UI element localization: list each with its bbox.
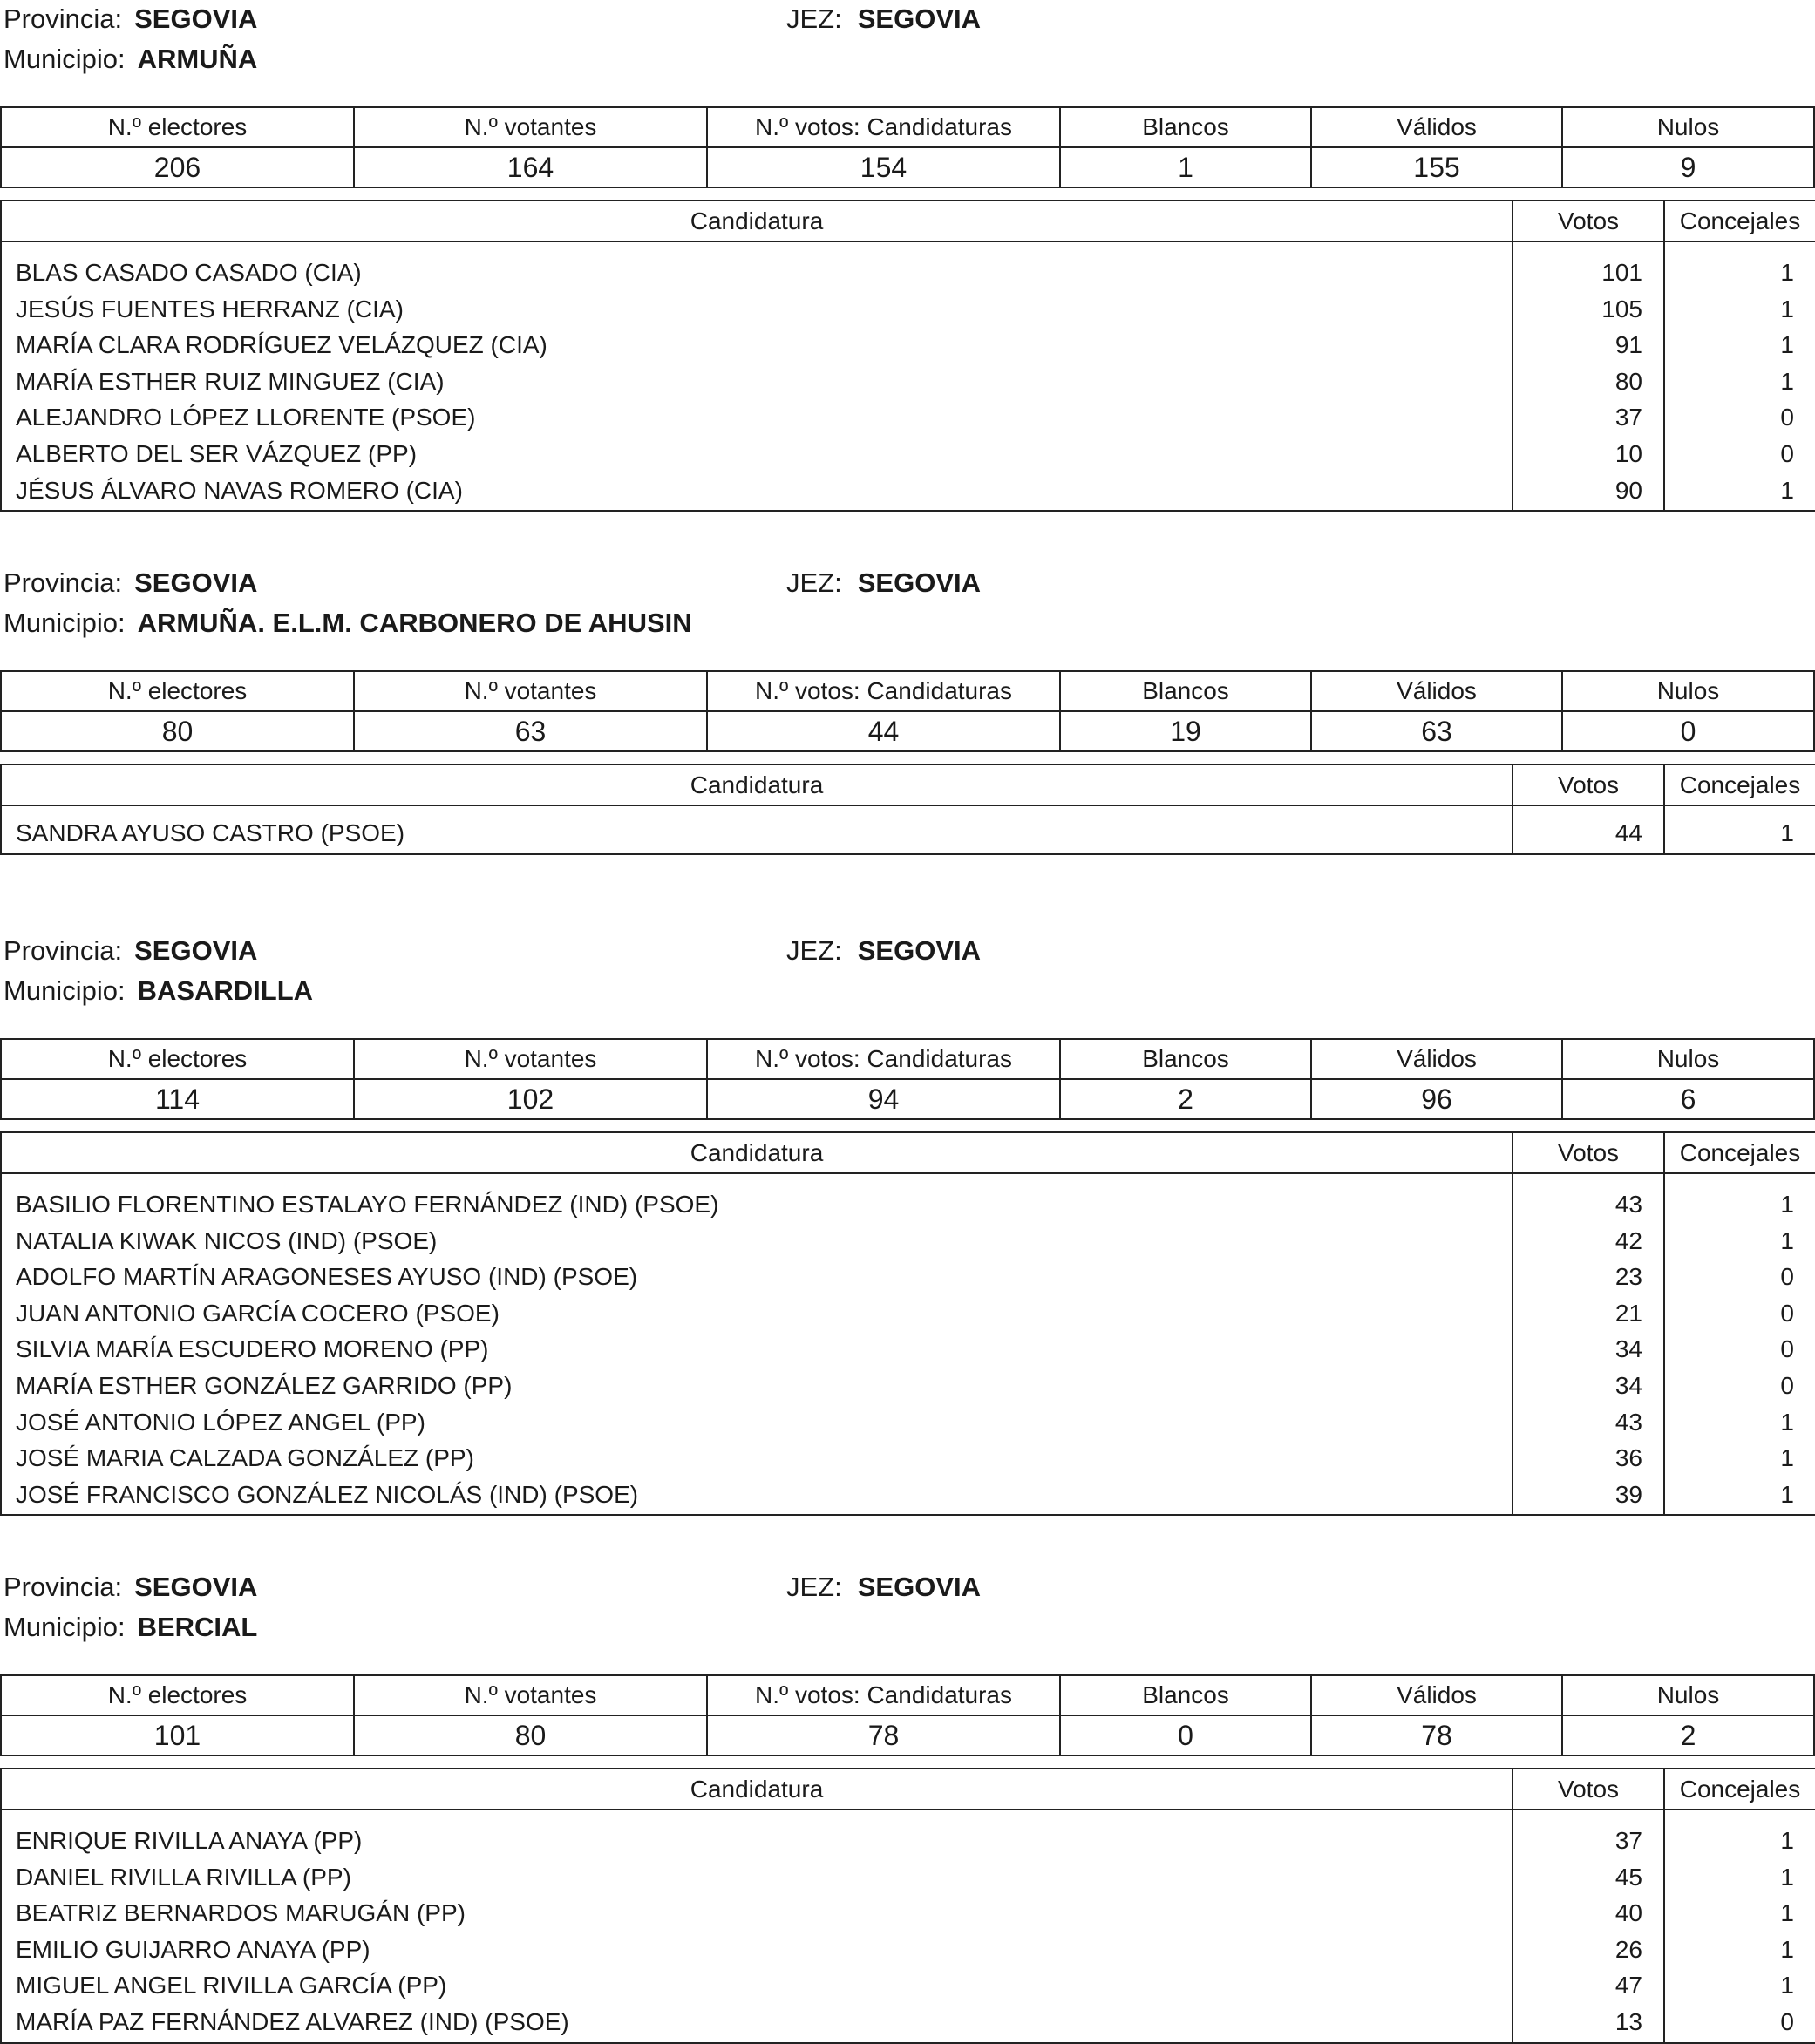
stats-header-electores: N.º electores [1,1675,354,1715]
candidate-name: ALBERTO DEL SER VÁZQUEZ (PP) [16,439,418,467]
candidate-votes: 91 [1614,331,1642,359]
stats-value-votos-candidaturas: 154 [707,147,1060,187]
jez-value: SEGOVIA [857,935,981,966]
stats-header-row [1,107,1814,147]
candidatura-header: Candidatura [1,1769,1512,1810]
stats-header-votos-candidaturas: N.º votos: Candidaturas [707,671,1060,711]
stats-header-blancos: Blancos [1060,107,1311,147]
candidates-body-row [1,1173,1815,1515]
concejales-header: Concejales [1664,1132,1815,1173]
candidates-header-row [1,1769,1815,1810]
candidate-votes: 39 [1614,1480,1642,1508]
candidate-concejales: 0 [1780,2007,1794,2035]
candidate-names-cell [1,805,1512,854]
provincia-label: Provincia: [3,567,123,598]
candidate-votes: 34 [1614,1335,1642,1363]
municipio-value: ARMUÑA [137,44,258,74]
candidate-name: JOSÉ ANTONIO LÓPEZ ANGEL (PP) [16,1408,425,1436]
stats-value-nulos: 6 [1562,1079,1814,1119]
jez-value: SEGOVIA [857,3,981,34]
votos-header: Votos [1512,764,1664,805]
candidate-concejales: 0 [1780,1371,1794,1399]
candidate-concejales: 1 [1780,1935,1794,1963]
candidates-body-row [1,241,1815,511]
candidate-concejales: 1 [1780,1191,1794,1218]
candidate-votes-cell [1512,1810,1664,2043]
candidate-name: JUAN ANTONIO GARCÍA COCERO (PSOE) [16,1299,500,1327]
stats-value-validos: 155 [1311,147,1562,187]
stats-header-blancos: Blancos [1060,1039,1311,1079]
stats-header-validos: Válidos [1311,1675,1562,1715]
candidate-concejales: 1 [1780,1827,1794,1854]
candidate-votes: 36 [1614,1444,1642,1472]
candidate-name: JOSÉ MARIA CALZADA GONZÁLEZ (PP) [16,1444,474,1472]
candidate-name: ADOLFO MARTÍN ARAGONESES AYUSO (IND) (PSOE) [16,1263,638,1291]
stats-header-row [1,1675,1814,1715]
candidate-votes: 40 [1614,1899,1642,1927]
municipio-value: BASARDILLA [137,975,314,1006]
candidate-concejales: 1 [1780,331,1794,359]
candidates-body-row [1,805,1815,854]
stats-value-nulos: 0 [1562,711,1814,751]
municipio-label: Municipio: [3,608,126,638]
stats-header-votos-candidaturas: N.º votos: Candidaturas [707,1675,1060,1715]
stats-value-electores: 80 [1,711,354,751]
concejales-header: Concejales [1664,200,1815,241]
candidate-votes: 44 [1614,819,1642,846]
candidatura-header: Candidatura [1,764,1512,805]
provincia-line [3,0,257,38]
municipio-line [3,972,313,1010]
stats-header-row [1,671,1814,711]
stats-value-electores: 101 [1,1715,354,1755]
jez-line [786,932,981,970]
jez-line [786,564,981,602]
stats-table [0,670,1815,752]
candidate-votes: 37 [1614,1827,1642,1854]
stats-value-votos-candidaturas: 44 [707,711,1060,751]
stats-header-electores: N.º electores [1,1039,354,1079]
municipio-label: Municipio: [3,975,126,1006]
candidate-concejales: 1 [1780,1480,1794,1508]
candidate-votes: 10 [1614,439,1642,467]
candidate-name: BASILIO FLORENTINO ESTALAYO FERNÁNDEZ (IND) (PSOE) [16,1191,719,1218]
candidatura-header: Candidatura [1,200,1512,241]
candidate-votes: 105 [1601,295,1642,323]
stats-header-validos: Válidos [1311,107,1562,147]
candidate-name: BLAS CASADO CASADO (CIA) [16,259,362,286]
municipio-line [3,604,692,642]
jez-value: SEGOVIA [857,567,981,598]
stats-header-votos-candidaturas: N.º votos: Candidaturas [707,107,1060,147]
candidate-concejales: 1 [1780,1444,1794,1472]
candidate-concejales-cell [1664,241,1815,511]
provincia-label: Provincia: [3,3,123,34]
stats-header-votantes: N.º votantes [354,1039,707,1079]
stats-header-nulos: Nulos [1562,107,1814,147]
candidate-concejales: 0 [1780,1335,1794,1363]
candidate-votes-cell [1512,1173,1664,1515]
candidate-votes-cell [1512,805,1664,854]
provincia-line [3,932,257,970]
candidate-votes: 90 [1614,476,1642,504]
stats-header-votos-candidaturas: N.º votos: Candidaturas [707,1039,1060,1079]
candidate-concejales-cell [1664,1173,1815,1515]
candidate-name: MARÍA ESTHER GONZÁLEZ GARRIDO (PP) [16,1371,513,1399]
stats-header-validos: Válidos [1311,671,1562,711]
provincia-line [3,564,257,602]
jez-line [786,1568,981,1606]
stats-header-electores: N.º electores [1,107,354,147]
stats-value-blancos: 2 [1060,1079,1311,1119]
stats-header-electores: N.º electores [1,671,354,711]
stats-value-blancos: 0 [1060,1715,1311,1755]
stats-header-blancos: Blancos [1060,671,1311,711]
candidate-votes-cell [1512,241,1664,511]
candidate-name: MIGUEL ANGEL RIVILLA GARCÍA (PP) [16,1972,447,2000]
candidate-concejales: 1 [1780,1226,1794,1254]
candidate-name: MARÍA PAZ FERNÁNDEZ ALVAREZ (IND) (PSOE) [16,2007,569,2035]
stats-value-validos: 96 [1311,1079,1562,1119]
candidate-concejales: 0 [1780,1299,1794,1327]
candidate-votes: 21 [1614,1299,1642,1327]
candidate-name: EMILIO GUIJARRO ANAYA (PP) [16,1935,370,1963]
stats-header-row [1,1039,1814,1079]
stats-header-blancos: Blancos [1060,1675,1311,1715]
stats-value-row [1,711,1814,751]
stats-value-votantes: 102 [354,1079,707,1119]
stats-table [0,1038,1815,1120]
candidate-concejales: 0 [1780,439,1794,467]
candidate-name: SANDRA AYUSO CASTRO (PSOE) [16,819,405,846]
provincia-line [3,1568,257,1606]
stats-value-nulos: 2 [1562,1715,1814,1755]
municipio-line [3,1608,257,1647]
stats-value-votantes: 164 [354,147,707,187]
candidate-votes: 45 [1614,1863,1642,1891]
provincia-value: SEGOVIA [134,3,258,34]
candidate-votes: 13 [1614,2007,1642,2035]
stats-value-votos-candidaturas: 78 [707,1715,1060,1755]
stats-header-nulos: Nulos [1562,1675,1814,1715]
stats-value-blancos: 19 [1060,711,1311,751]
candidate-concejales-cell [1664,805,1815,854]
candidates-table [0,1768,1815,2044]
candidate-concejales: 1 [1780,1863,1794,1891]
jez-label: JEZ: [786,567,842,598]
candidate-concejales: 1 [1780,476,1794,504]
municipio-value: BERCIAL [137,1612,258,1642]
candidate-name: JOSÉ FRANCISCO GONZÁLEZ NICOLÁS (IND) (PSOE) [16,1480,639,1508]
candidates-header-row [1,1132,1815,1173]
stats-value-nulos: 9 [1562,147,1814,187]
municipio-value: ARMUÑA. E.L.M. CARBONERO DE AHUSIN [137,608,692,638]
votos-header: Votos [1512,1132,1664,1173]
candidate-votes: 23 [1614,1263,1642,1291]
stats-value-blancos: 1 [1060,147,1311,187]
provincia-value: SEGOVIA [134,567,258,598]
candidate-name: SILVIA MARÍA ESCUDERO MORENO (PP) [16,1335,489,1363]
candidate-votes: 43 [1614,1191,1642,1218]
candidate-votes: 47 [1614,1972,1642,2000]
stats-header-votantes: N.º votantes [354,1675,707,1715]
candidate-names-cell [1,1810,1512,2043]
candidate-name: BEATRIZ BERNARDOS MARUGÁN (PP) [16,1899,466,1927]
candidate-name: JÉSUS ÁLVARO NAVAS ROMERO (CIA) [16,476,463,504]
candidate-votes: 80 [1614,367,1642,395]
stats-header-validos: Válidos [1311,1039,1562,1079]
candidates-body-row [1,1810,1815,2043]
votos-header: Votos [1512,1769,1664,1810]
stats-value-electores: 206 [1,147,354,187]
candidate-name: JESÚS FUENTES HERRANZ (CIA) [16,295,404,323]
stats-value-validos: 78 [1311,1715,1562,1755]
candidate-names-cell [1,241,1512,511]
stats-value-row [1,1079,1814,1119]
candidate-concejales: 1 [1780,1972,1794,2000]
stats-value-row [1,1715,1814,1755]
candidate-votes: 42 [1614,1226,1642,1254]
candidate-name: ALEJANDRO LÓPEZ LLORENTE (PSOE) [16,404,476,431]
stats-value-votantes: 80 [354,1715,707,1755]
municipio-label: Municipio: [3,1612,126,1642]
candidate-concejales: 1 [1780,367,1794,395]
stats-table [0,1674,1815,1756]
candidate-votes: 34 [1614,1371,1642,1399]
candidates-header-row [1,764,1815,805]
candidate-name: MARÍA ESTHER RUIZ MINGUEZ (CIA) [16,367,445,395]
concejales-header: Concejales [1664,764,1815,805]
provincia-label: Provincia: [3,935,123,966]
concejales-header: Concejales [1664,1769,1815,1810]
stats-value-electores: 114 [1,1079,354,1119]
municipio-line [3,40,257,78]
municipio-label: Municipio: [3,44,126,74]
stats-table [0,106,1815,188]
candidates-header-row [1,200,1815,241]
candidate-concejales: 0 [1780,1263,1794,1291]
candidates-table [0,764,1815,855]
stats-value-row [1,147,1814,187]
candidatura-header: Candidatura [1,1132,1512,1173]
votos-header: Votos [1512,200,1664,241]
candidate-concejales: 1 [1780,1899,1794,1927]
candidate-votes: 26 [1614,1935,1642,1963]
candidate-name: NATALIA KIWAK NICOS (IND) (PSOE) [16,1226,438,1254]
provincia-label: Provincia: [3,1572,123,1602]
candidate-concejales: 0 [1780,404,1794,431]
jez-label: JEZ: [786,3,842,34]
candidate-names-cell [1,1173,1512,1515]
jez-label: JEZ: [786,1572,842,1602]
jez-line [786,0,981,38]
candidate-votes: 37 [1614,404,1642,431]
candidates-table [0,1131,1815,1516]
candidate-concejales: 1 [1780,819,1794,846]
candidates-table [0,200,1815,512]
provincia-value: SEGOVIA [134,1572,258,1602]
candidate-concejales: 1 [1780,295,1794,323]
candidate-votes: 101 [1601,259,1642,286]
stats-header-nulos: Nulos [1562,671,1814,711]
stats-value-votos-candidaturas: 94 [707,1079,1060,1119]
candidate-votes: 43 [1614,1408,1642,1436]
stats-value-validos: 63 [1311,711,1562,751]
candidate-name: ENRIQUE RIVILLA ANAYA (PP) [16,1827,363,1854]
candidate-name: DANIEL RIVILLA RIVILLA (PP) [16,1863,351,1891]
stats-header-votantes: N.º votantes [354,107,707,147]
candidate-concejales: 1 [1780,1408,1794,1436]
provincia-value: SEGOVIA [134,935,258,966]
jez-label: JEZ: [786,935,842,966]
candidate-name: MARÍA CLARA RODRÍGUEZ VELÁZQUEZ (CIA) [16,331,547,359]
candidate-concejales-cell [1664,1810,1815,2043]
jez-value: SEGOVIA [857,1572,981,1602]
stats-header-votantes: N.º votantes [354,671,707,711]
stats-value-votantes: 63 [354,711,707,751]
stats-header-nulos: Nulos [1562,1039,1814,1079]
candidate-concejales: 1 [1780,259,1794,286]
